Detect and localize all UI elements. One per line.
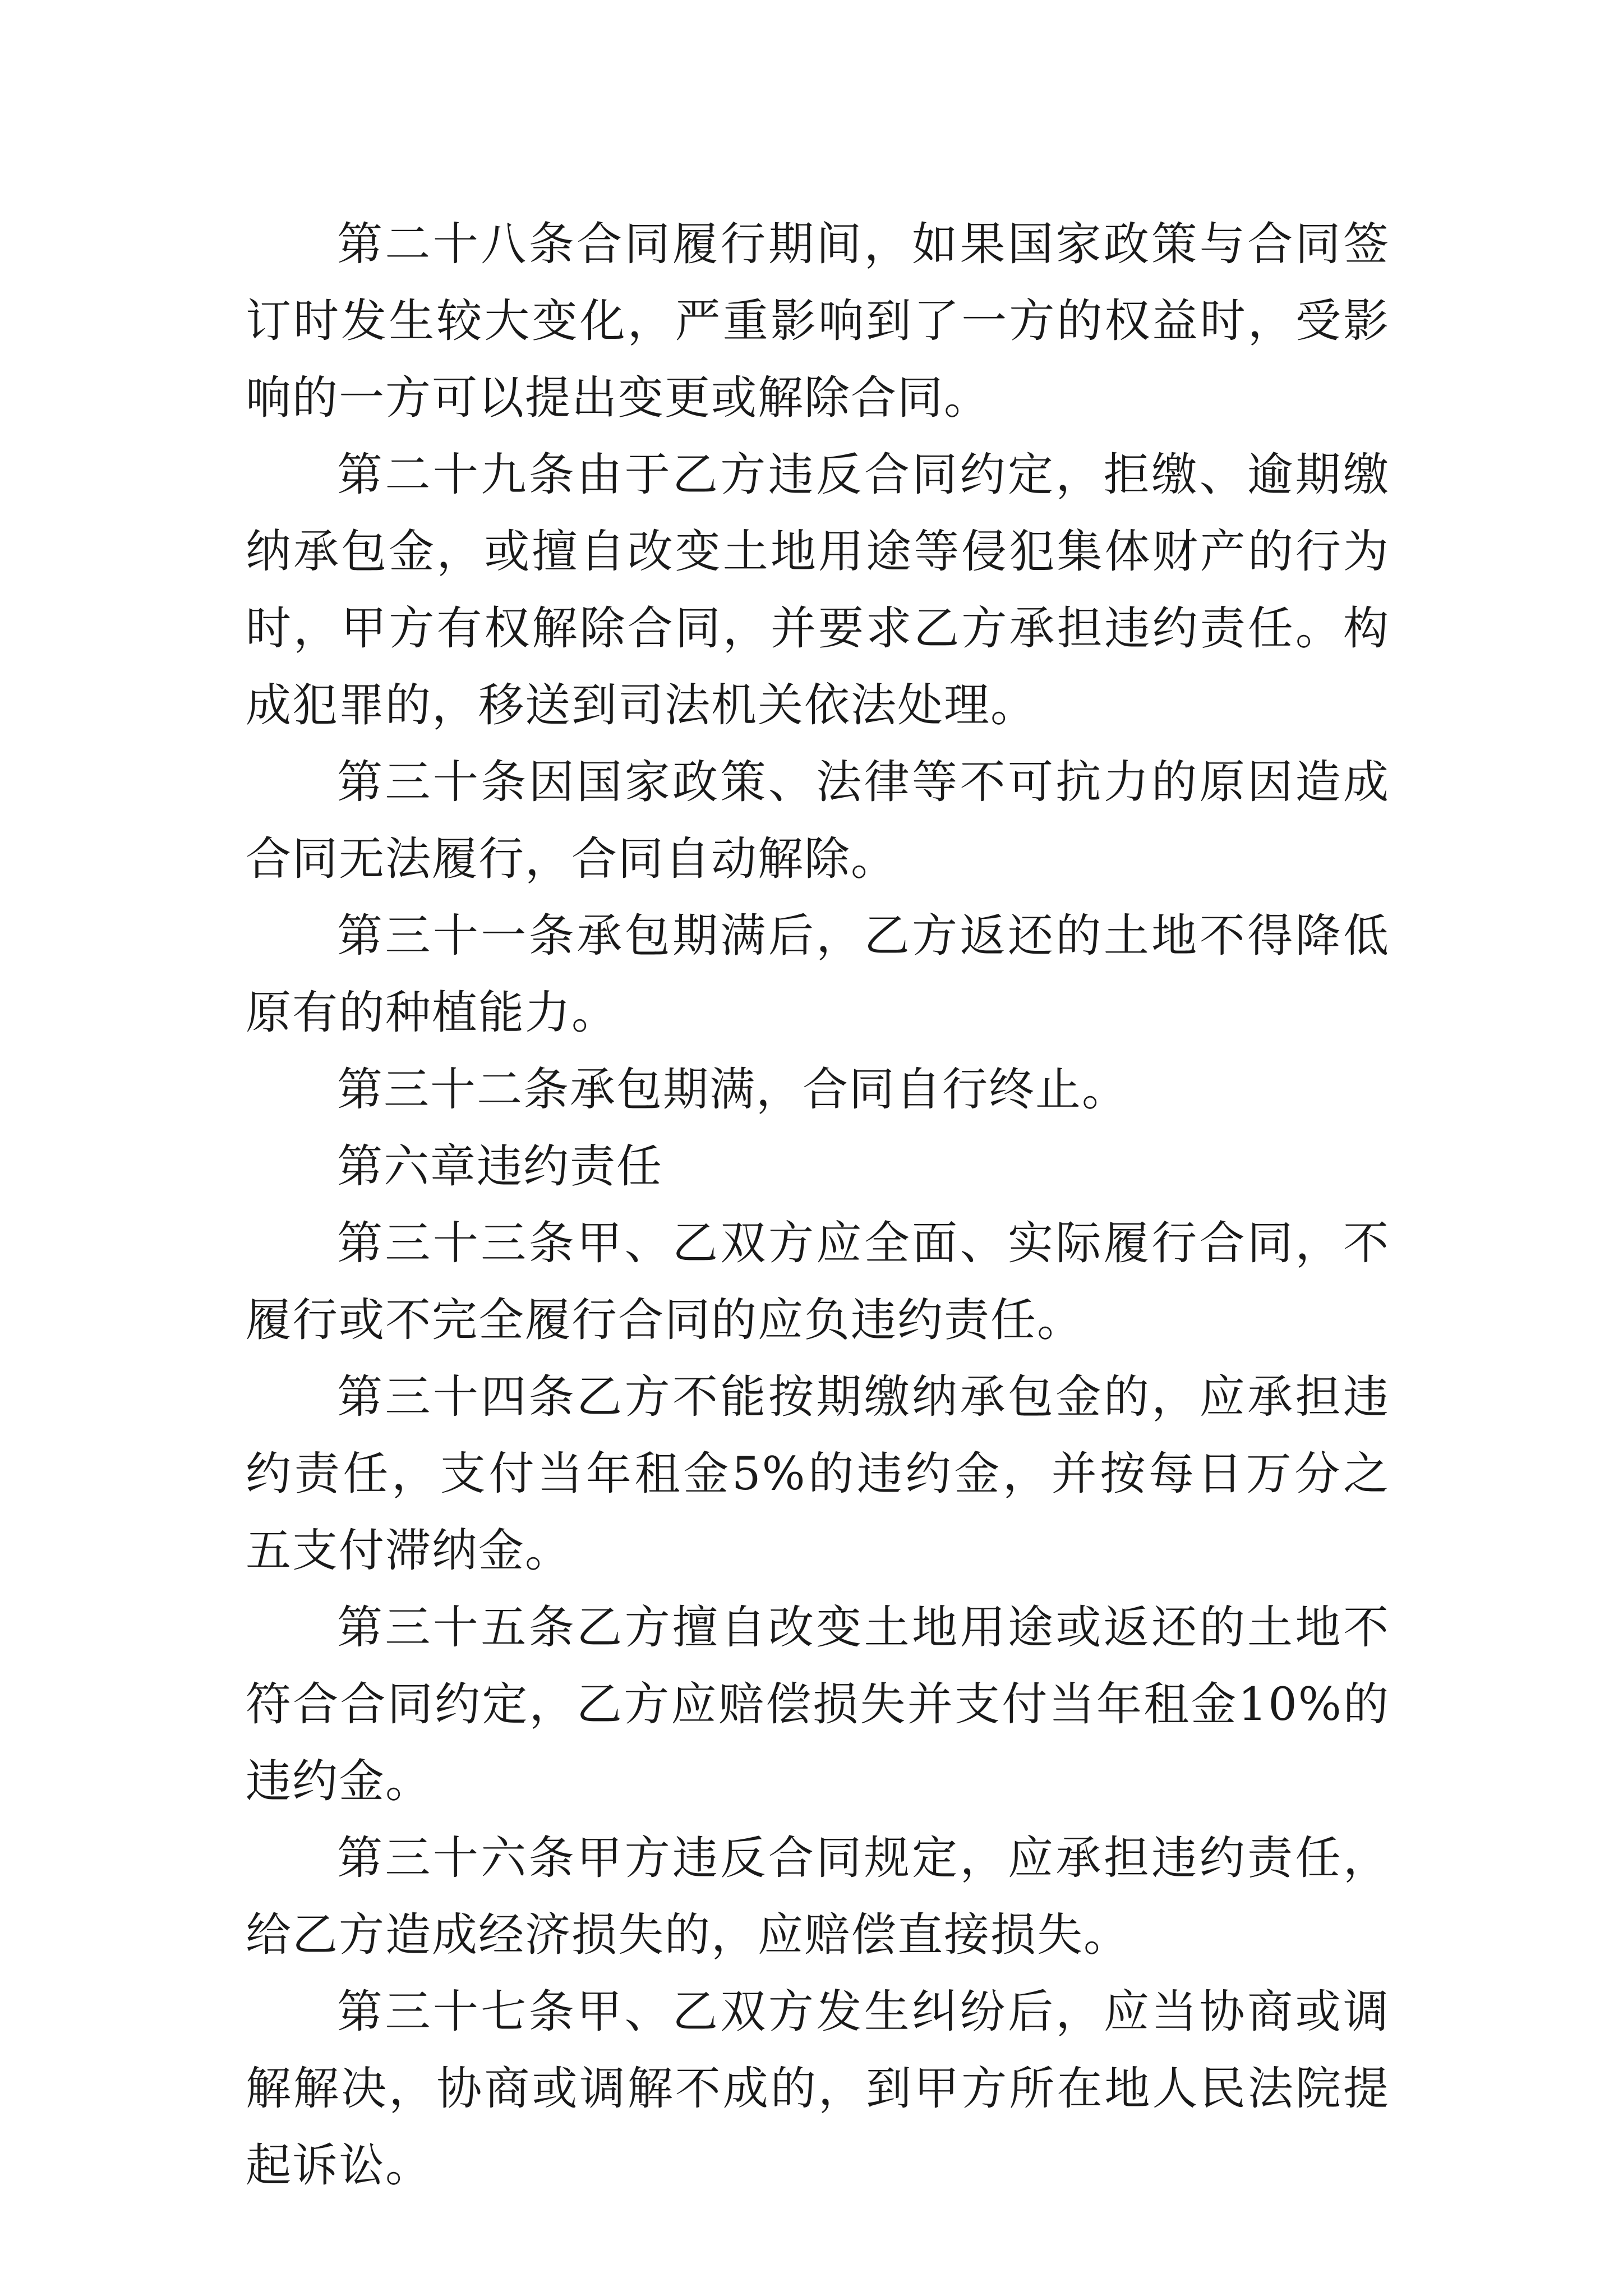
article-29: 第二十九条由于乙方违反合同约定，拒缴、逾期缴纳承包金，或擅自改变土地用途等侵犯集体财产的行为时，甲方有权解除合同，并要求乙方承担违约责任。构成犯罪的，移送到司法机关依法处理。 [246,449,1390,732]
article-36: 第三十六条甲方违反合同规定，应承担违约责任，给乙方造成经济损失的，应赔偿直接损失。 [246,1832,1390,1962]
article-35: 第三十五条乙方擅自改变土地用途或返还的土地不符合合同约定，乙方应赔偿损失并支付当年租金10%的违约金。 [246,1602,1390,1808]
article-37: 第三十七条甲、乙双方发生纠纷后，应当协商或调解解决，协商或调解不成的，到甲方所在地人民法院提起诉讼。 [246,1986,1390,2192]
chapter-heading: 第六章违约责任 [337,1140,663,1193]
article-31: 第三十一条承包期满后，乙方返还的土地不得降低原有的种植能力。 [246,910,1390,1039]
article-30: 第三十条因国家政策、法律等不可抗力的原因造成合同无法履行，合同自动解除。 [246,756,1390,886]
article-28: 第二十八条合同履行期间，如果国家政策与合同签订时发生较大变化，严重影响到了一方的权益时，受影响的一方可以提出变更或解除合同。 [246,218,1390,425]
article-34: 第三十四条乙方不能按期缴纳承包金的，应承担违约责任，支付当年租金5%的违约金，并按每日万分之五支付滞纳金。 [246,1371,1390,1577]
article-32: 第三十二条承包期满，合同自行终止。 [337,1064,1129,1116]
document-body [246,206,1390,2205]
article-33: 第三十三条甲、乙双方应全面、实际履行合同，不履行或不完全履行合同的应负违约责任。 [246,1217,1390,1347]
